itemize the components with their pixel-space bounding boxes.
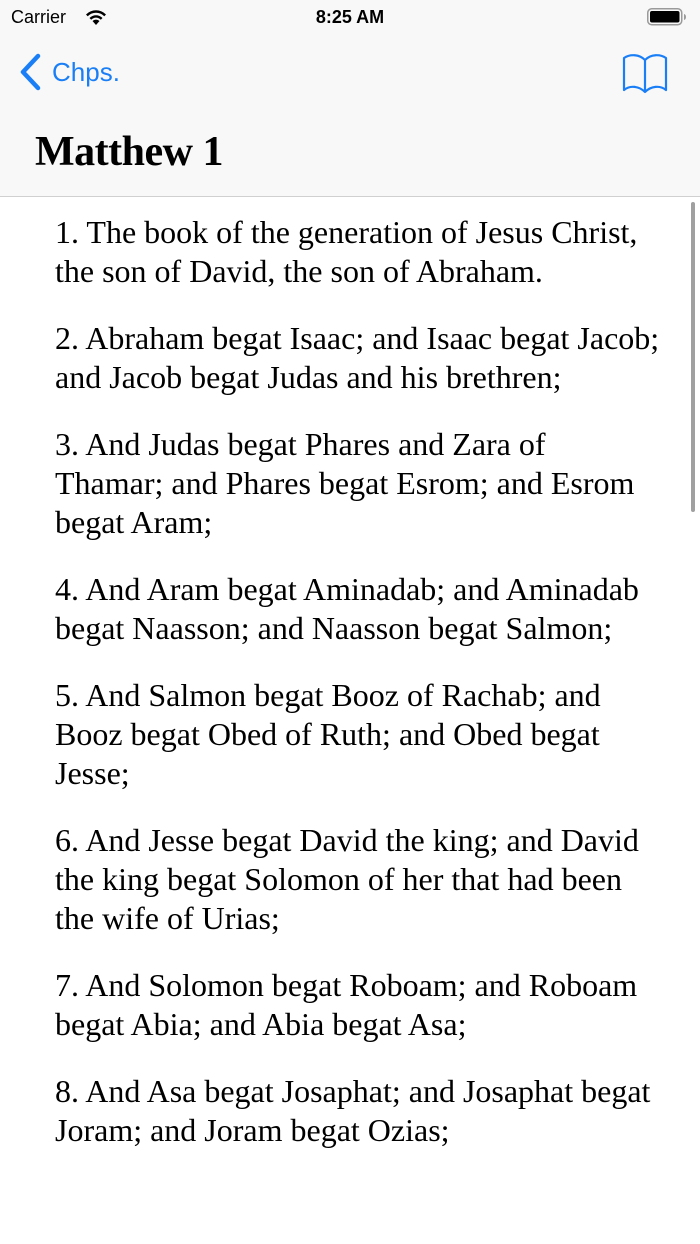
verse: 7. And Solomon begat Roboam; and Roboam begat Abia; and Abia begat Asa; <box>55 967 638 1042</box>
verse: 8. And Asa begat Josaphat; and Josaphat begat Joram; and Joram begat Ozias; <box>55 1073 651 1148</box>
carrier-label: Carrier <box>11 7 67 27</box>
chapter-text-scroll-view[interactable] <box>0 197 700 1244</box>
battery-icon <box>647 8 687 26</box>
verse: 6. And Jesse begat David the king; and David the king begat Solomon of her that had been the wife of Urias; <box>55 822 639 936</box>
verse: 3. And Judas begat Phares and Zara of Thamar; and Phares begat Esrom; and Esrom begat Aram; <box>55 426 635 540</box>
navigation-bar <box>0 36 700 197</box>
clock: 8:25 AM <box>315 7 385 27</box>
verse: 2. Abraham begat Isaac; and Isaac begat Jacob; and Jacob begat Judas and his brethren; <box>55 320 660 395</box>
verse-list <box>0 197 700 1150</box>
status-bar <box>0 0 700 36</box>
verse: 1. The book of the generation of Jesus Christ, the son of David, the son of Abraham. <box>55 214 638 289</box>
page-title: Matthew 1 <box>35 129 223 175</box>
back-button-label: Chps. <box>52 56 120 87</box>
chevron-left-icon <box>18 53 42 91</box>
book-icon[interactable] <box>622 52 668 94</box>
verse: 5. And Salmon begat Booz of Rachab; and Booz begat Obed of Ruth; and Obed begat Jesse; <box>55 677 601 791</box>
vertical-scrollbar[interactable] <box>691 202 695 512</box>
verse: 4. And Aram begat Aminadab; and Aminadab begat Naasson; and Naasson begat Salmon; <box>55 571 639 646</box>
back-button[interactable] <box>18 52 120 92</box>
